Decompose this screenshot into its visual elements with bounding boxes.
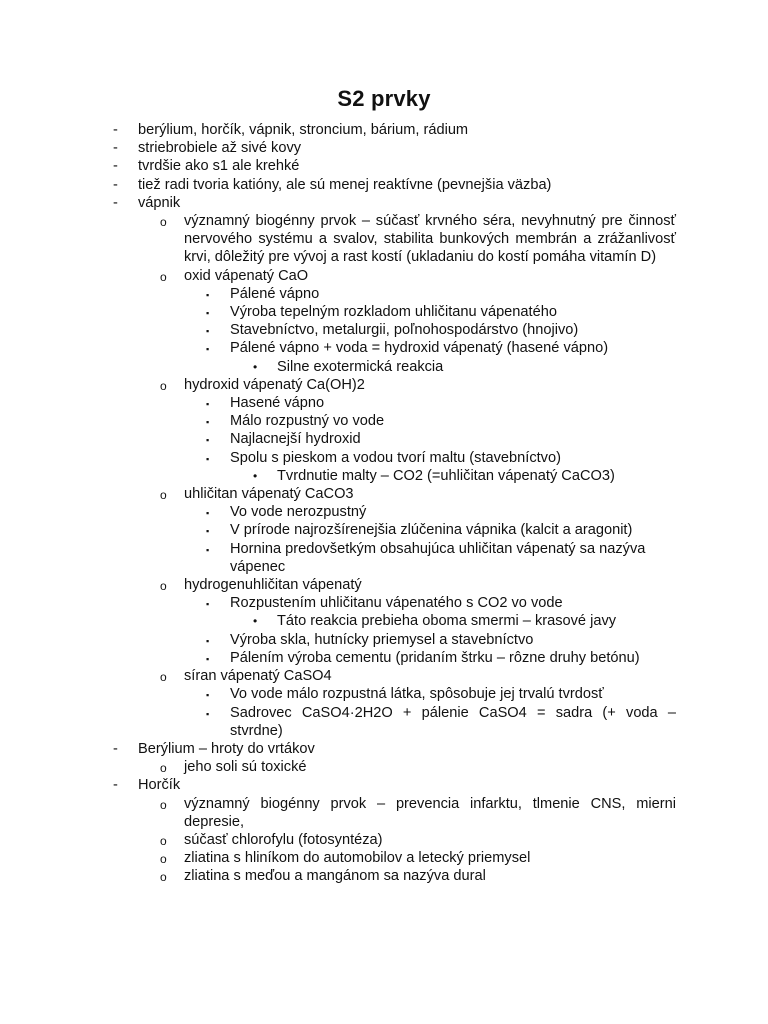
list-item-text: Vo vode málo rozpustná látka, spôsobuje jej trvalú tvrdosť (230, 686, 604, 703)
circle-bullet-icon: o (160, 797, 167, 812)
list-item-level-1 (0, 849, 768, 867)
list-item-level-2 (0, 303, 768, 321)
list-item-level-1 (0, 576, 768, 594)
list-item-level-1 (0, 867, 768, 885)
list-item-text: významný biogénny prvok – prevencia infarktu, tlmenie CNS, mierni depresie, (184, 795, 676, 830)
list-item-text: tiež radi tvoria katióny, ale sú menej reaktívne (pevnejšia väzba) (138, 176, 552, 193)
round-bullet-icon: • (253, 468, 258, 483)
list-item-text: zliatina s meďou a mangánom sa nazýva dural (184, 868, 486, 885)
list-item-text: Táto reakcia prebieha oboma smermi – krasové javy (277, 613, 617, 630)
list-item-text: Výroba tepelným rozkladom uhličitanu vápenatého (230, 304, 557, 321)
list-item-text: významný biogénny prvok – súčasť krvného séra, nevyhnutný pre činnosť nervového systému a svalov, stabilita bunkových membrán a zrážanlivosť krvi, dôležitý pre vývoj a rast kostí (ukladaniu do kostí pomáha vitamín D) (184, 213, 676, 266)
list-item-text: Hasené vápno (230, 395, 325, 412)
list-item-level-2 (0, 412, 768, 430)
list-item-level-1 (0, 667, 768, 685)
list-item-level-2 (0, 704, 768, 740)
list-item-level-2 (0, 631, 768, 649)
square-bullet-icon: ▪ (206, 708, 210, 719)
list-item-text: Málo rozpustný vo vode (230, 413, 385, 430)
list-item-level-0 (0, 139, 768, 157)
list-item-text: Spolu s pieskom a vodou tvorí maltu (stavebníctvo) (230, 449, 561, 466)
circle-bullet-icon: o (160, 579, 167, 594)
square-bullet-icon: ▪ (206, 344, 210, 355)
list-item-level-2 (0, 594, 768, 612)
list-item-text: oxid vápenatý CaO (184, 267, 309, 284)
square-bullet-icon: ▪ (206, 453, 210, 464)
list-item-level-0 (0, 157, 768, 175)
list-item-level-2 (0, 649, 768, 667)
square-bullet-icon: ▪ (206, 653, 210, 664)
list-item-level-2 (0, 449, 768, 467)
list-item-text: uhličitan vápenatý CaCO3 (184, 486, 354, 503)
list-item-text: hydroxid vápenatý Ca(OH)2 (184, 376, 365, 393)
list-item-text: V prírode najrozšírenejšia zlúčenina vápnika (kalcit a aragonit) (230, 522, 633, 539)
list-item-level-2 (0, 339, 768, 357)
list-item-text: Pálené vápno + voda = hydroxid vápenatý (hasené vápno) (230, 340, 609, 357)
list-item-text: súčasť chlorofylu (fotosyntéza) (184, 831, 383, 848)
circle-bullet-icon: o (160, 378, 167, 393)
list-item-text: Stavebníctvo, metalurgii, poľnohospodárstvo (hnojivo) (230, 322, 579, 339)
circle-bullet-icon: o (160, 215, 167, 230)
square-bullet-icon: ▪ (206, 508, 210, 519)
round-bullet-icon: • (253, 359, 258, 374)
bullet-list (0, 121, 768, 886)
list-item-level-1 (0, 758, 768, 776)
dash-bullet-icon: - (113, 158, 118, 175)
square-bullet-icon: ▪ (206, 417, 210, 428)
list-item-text: Pálené vápno (230, 285, 320, 302)
list-item-level-1 (0, 376, 768, 394)
list-item-level-2 (0, 685, 768, 703)
square-bullet-icon: ▪ (206, 599, 210, 610)
circle-bullet-icon: o (160, 870, 167, 885)
square-bullet-icon: ▪ (206, 289, 210, 300)
list-item-level-1 (0, 485, 768, 503)
list-item-level-1 (0, 267, 768, 285)
list-item-text: Rozpustením uhličitanu vápenatého s CO2 vo vode (230, 595, 563, 612)
circle-bullet-icon: o (160, 852, 167, 867)
circle-bullet-icon: o (160, 670, 167, 685)
list-item-level-2 (0, 521, 768, 539)
list-item-text: tvrdšie ako s1 ale krehké (138, 158, 300, 175)
dash-bullet-icon: - (113, 777, 118, 794)
square-bullet-icon: ▪ (206, 526, 210, 537)
document-title: S2 prvky (337, 86, 431, 111)
list-item-level-1 (0, 831, 768, 849)
list-item-level-0 (0, 194, 768, 212)
list-item-level-3 (0, 358, 768, 376)
dash-bullet-icon: - (113, 194, 118, 211)
list-item-text: Pálením výroba cementu (pridaním štrku – rôzne druhy betónu) (230, 649, 640, 666)
square-bullet-icon: ▪ (206, 690, 210, 701)
square-bullet-icon: ▪ (206, 399, 210, 410)
list-item-text: hydrogenuhličitan vápenatý (184, 577, 362, 594)
list-item-level-3 (0, 467, 768, 485)
list-item-text: Sadrovec CaSO4·2H2O + pálenie CaSO4 = sadra (+ voda – stvrdne) (230, 704, 676, 739)
list-item-level-0 (0, 776, 768, 794)
list-item-level-0 (0, 176, 768, 194)
list-item-level-2 (0, 540, 768, 576)
dash-bullet-icon: - (113, 740, 118, 757)
dash-bullet-icon: - (113, 122, 118, 138)
list-item-text: jeho soli sú toxické (184, 759, 307, 776)
list-item-text: Hornina predovšetkým obsahujúca uhličitan vápenatý sa nazýva vápenec (230, 540, 646, 575)
list-item-text: vápnik (138, 194, 181, 211)
list-item-text: Berýlium – hroty do vrtákov (138, 740, 315, 757)
list-item-level-2 (0, 394, 768, 412)
circle-bullet-icon: o (160, 761, 167, 776)
circle-bullet-icon: o (160, 833, 167, 848)
list-item-text: striebrobiele až sivé kovy (138, 140, 302, 157)
square-bullet-icon: ▪ (206, 308, 210, 319)
round-bullet-icon: • (253, 614, 258, 629)
square-bullet-icon: ▪ (206, 635, 210, 646)
list-item-text: berýlium, horčík, vápnik, stroncium, bárium, rádium (138, 122, 469, 138)
square-bullet-icon: ▪ (206, 326, 210, 337)
list-item-level-2 (0, 321, 768, 339)
square-bullet-icon: ▪ (206, 435, 210, 446)
list-item-level-0 (0, 121, 768, 139)
circle-bullet-icon: o (160, 488, 167, 503)
list-item-text: Najlacnejší hydroxid (230, 431, 361, 448)
list-item-level-1 (0, 795, 768, 831)
circle-bullet-icon: o (160, 269, 167, 284)
list-item-level-3 (0, 612, 768, 630)
list-item-text: zliatina s hliníkom do automobilov a letecký priemysel (184, 850, 531, 867)
square-bullet-icon: ▪ (206, 544, 210, 555)
list-item-text: Horčík (138, 777, 181, 794)
list-item-text: Tvrdnutie malty – CO2 (=uhličitan vápenatý CaCO3) (277, 467, 615, 484)
list-item-text: Vo vode nerozpustný (230, 504, 367, 521)
list-item-level-1 (0, 212, 768, 267)
dash-bullet-icon: - (113, 140, 118, 157)
list-item-level-0 (0, 740, 768, 758)
list-item-level-2 (0, 430, 768, 448)
list-item-text: Výroba skla, hutnícky priemysel a stavebníctvo (230, 631, 534, 648)
list-item-text: síran vápenatý CaSO4 (184, 668, 332, 685)
list-item-level-2 (0, 503, 768, 521)
list-item-level-2 (0, 285, 768, 303)
dash-bullet-icon: - (113, 176, 118, 193)
list-item-text: Silne exotermická reakcia (277, 358, 444, 375)
